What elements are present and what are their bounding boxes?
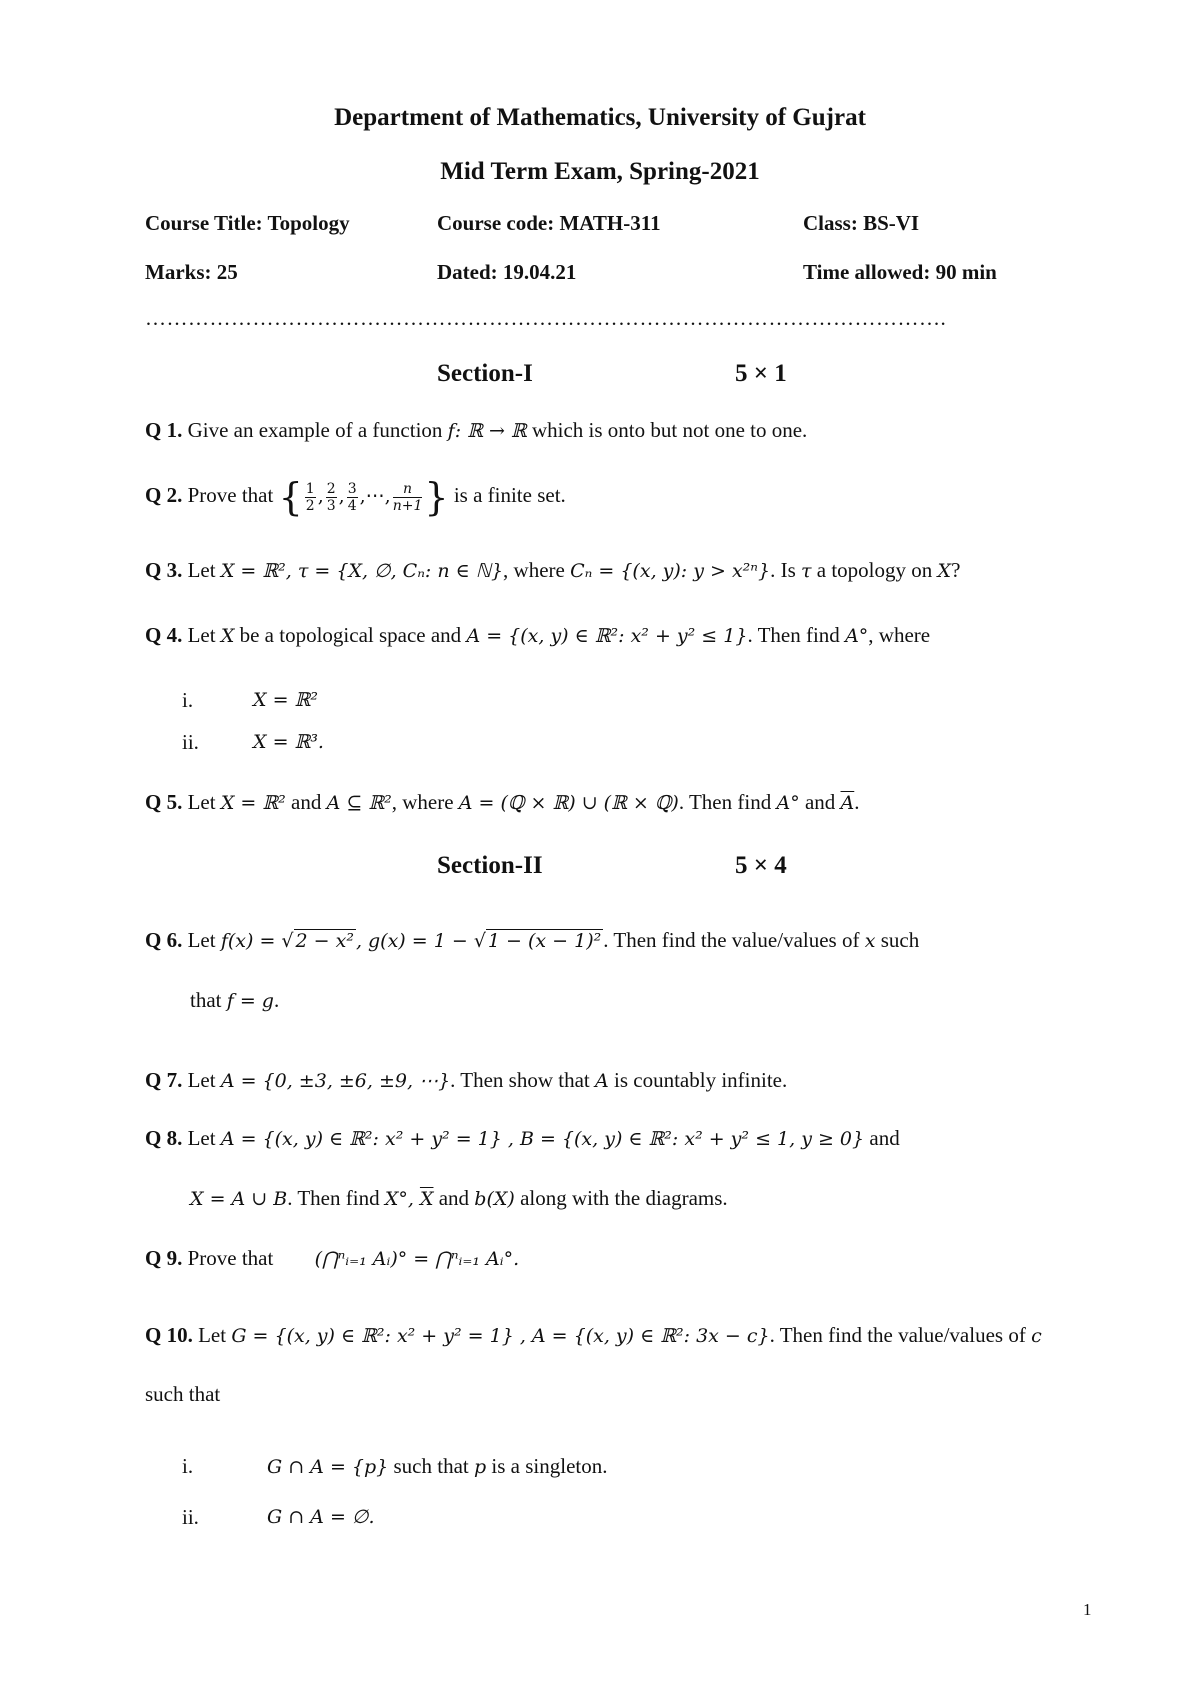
section-1-marks: 5 × 1 <box>735 360 787 387</box>
question-label: Q 3. <box>145 558 183 582</box>
question-1: Q 1. Give an example of a function f: ℝ → ℝ which is onto but not one to one. <box>145 418 808 442</box>
sub-item-number: ii. <box>182 730 199 754</box>
question-6: Q 6. Let f(x) = √ 2 − x² , g(x) = 1 − √ 1 − (x − 1)². Then find the value/values of x such <box>145 928 920 952</box>
date-label: Dated: 19.04.21 <box>437 260 577 284</box>
page-number: 1 <box>1083 1600 1092 1619</box>
question-label: Q 2. <box>145 482 183 507</box>
question-label: Q 7. <box>145 1068 183 1092</box>
question-5: Q 5. Let X = ℝ² and A ⊆ ℝ², where A = (ℚ × ℝ) ∪ (ℝ × ℚ). Then find A° and $\overline{A}$. <box>145 790 860 814</box>
section-1-title: Section-I <box>437 360 533 387</box>
question-10: Q 10. Let G = {(x, y) ∈ ℝ²: x² + y² = 1} , A = {(x, y) ∈ ℝ²: 3x − c}. Then find the value/values of c <box>145 1323 1042 1347</box>
question-3: Q 3. Let X = ℝ², τ = {X, ∅, Cₙ: n ∈ ℕ}, where Cₙ = {(x, y): y > x²ⁿ}. Is τ a topology on X? <box>145 558 961 582</box>
question-label: Q 5. <box>145 790 183 814</box>
sub-item-body: X = ℝ² <box>253 689 318 711</box>
course-title: Course Title: Topology <box>145 211 350 235</box>
question-4: Q 4. Let X be a topological space and A = {(x, y) ∈ ℝ²: x² + y² ≤ 1}. Then find A°, where <box>145 623 931 647</box>
sub-item-body: X = ℝ³. <box>253 731 324 753</box>
question-8-continued: X = A ∪ B. Then find X°, $\overline{X}$ and b(X) along with the diagrams. <box>190 1186 728 1210</box>
department-title: Department of Mathematics, University of Gujrat <box>334 104 866 131</box>
exam-title: Mid Term Exam, Spring-2021 <box>440 158 760 185</box>
question-label: Q 6. <box>145 928 183 952</box>
question-6-continued: that f = g. <box>190 988 280 1012</box>
section-2-title: Section-II <box>437 852 543 879</box>
sub-item-number: i. <box>182 688 194 712</box>
question-label: Q 8. <box>145 1126 183 1150</box>
question-label: Q 1. <box>145 418 183 442</box>
sub-item-body: G ∩ A = {p} such that p is a singleton. <box>267 1454 608 1478</box>
time-allowed: Time allowed: 90 min <box>803 260 997 284</box>
marks-label: Marks: 25 <box>145 260 238 284</box>
sub-item-number: ii. <box>182 1505 199 1529</box>
question-8: Q 8. Let A = {(x, y) ∈ ℝ²: x² + y² = 1} , B = {(x, y) ∈ ℝ²: x² + y² ≤ 1, y ≥ 0} and <box>145 1126 900 1150</box>
sub-item-number: i. <box>182 1454 194 1478</box>
section-2-marks: 5 × 4 <box>735 852 787 879</box>
question-7: Q 7. Let A = {0, ±3, ±6, ±9, ⋯}. Then show that A is countably infinite. <box>145 1068 788 1092</box>
question-2: Q 2. Prove that { $\frac{1}{2}$ , $\frac{2}{3}$ , $\frac{3}{4}$ ,⋯, $\frac{n}{n+1}$ } is a finite set. <box>145 475 566 519</box>
question-9: Q 9. Prove that (⋂ⁿᵢ₌₁ Aᵢ)° = ⋂ⁿᵢ₌₁ Aᵢ°. <box>145 1246 520 1270</box>
question-label: Q 4. <box>145 623 183 647</box>
question-label: Q 9. <box>145 1246 183 1270</box>
separator-line: …………………………………………………………………………………………………. <box>145 306 947 330</box>
question-label: Q 10. <box>145 1323 193 1347</box>
class-label: Class: BS-VI <box>803 211 920 235</box>
sub-item-body: G ∩ A = ∅. <box>267 1506 375 1528</box>
question-10-continued: such that <box>145 1382 221 1406</box>
course-code: Course code: MATH-311 <box>437 211 661 235</box>
